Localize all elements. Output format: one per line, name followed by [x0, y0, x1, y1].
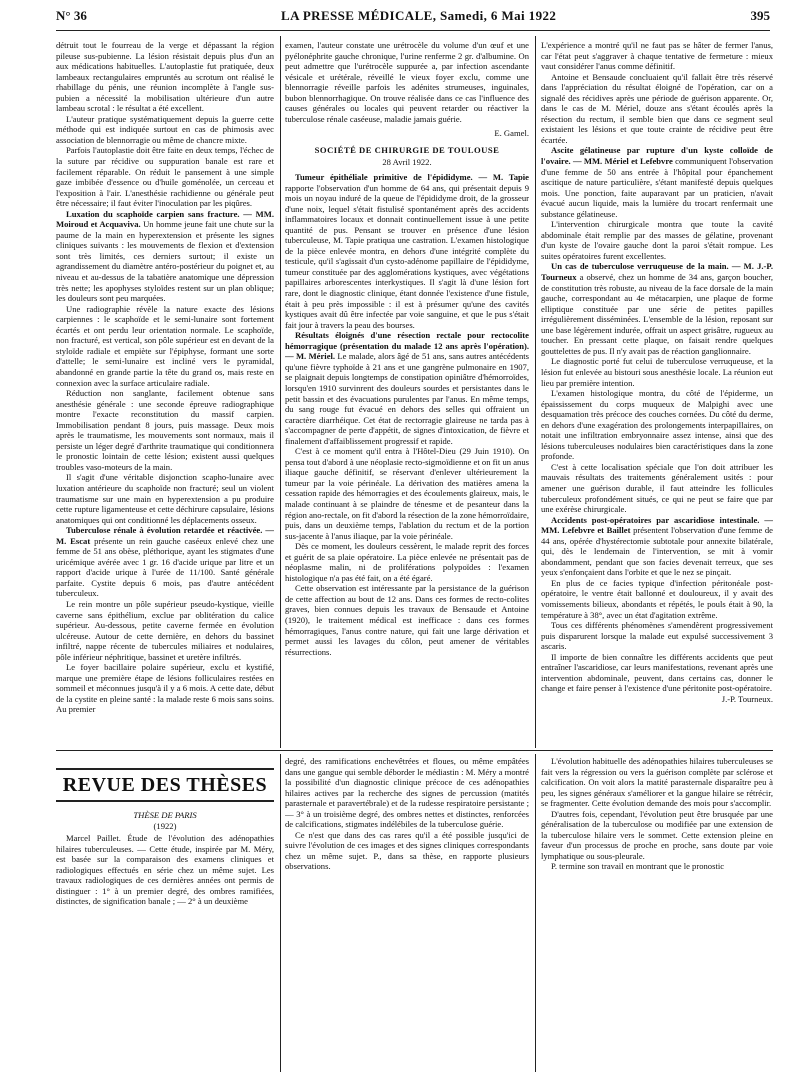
- paragraph: détruit tout le fourreau de la verge et dépassant la région pileuse sus-pubienne. La lésion résistait depuis plus d'un an aux médications habituelles. L'autoplastie fut pratiquée, deux lambeaux rectangulaires empruntés au scrotum ont réalisé le rhabillage du pénis, une réunion incomplète à l'angle sus-pubien a nécessité la mobilisation ultérieure d'un autre lambeau scrotal : le résultat a été excellent.: [56, 40, 274, 114]
- paragraph: P. termine son travail en montrant que le pronostic: [551, 861, 725, 872]
- column-5: [285, 756, 529, 1072]
- column-divider: [280, 754, 281, 1072]
- article: [541, 145, 773, 219]
- thesis-subtitle: THÈSE DE PARIS: [133, 810, 197, 820]
- section-title: REVUE DES THÈSES: [56, 768, 274, 802]
- paragraph: Le foyer bacillaire polaire supérieur, exclu et kystifié, marque une première étape de lésions folliculaires restées en sommeil et méconnues jusqu'à il y a 6 mois. A cette date, début de la cystite en pleine santé : la malade reste 6 mois sans soins. Au premier: [56, 662, 274, 715]
- paragraph: C'est à cette localisation spéciale que l'on doit attribuer les mauvais résultats des traitements généralement usités : pour amener une guérison durable, il faut atteindre les follicules tuberculeux profondément situés, ce qui ne peut se faire que par une exérèse chirurgicale.: [541, 461, 773, 515]
- article-heading: Accidents post-opératoires par ascaridiose intestinale. — MM. Lefebvre et Baillet: [541, 514, 773, 536]
- column-1: [56, 40, 274, 744]
- society-title: SOCIÉTÉ DE CHIRURGIE DE TOULOUSE: [314, 144, 500, 155]
- article-heading: Tumeur épithéliale primitive de l'épididyme. — M. Tapie: [295, 172, 529, 183]
- article-text: Le malade, alors âgé de 51 ans, sans autres antécédents qu'une fièvre typhoïde à 21 ans et une gangrène pulmonaire en 1907, se plaignait depuis longtemps de constipation opiniâtre d'hémorroïdes, lorsqu'en 1910 survinrent des douleurs sourdes et persistantes dans le petit bassin et des évacuations purulentes par l'anus. En même temps, du sang rouge fut évacué en dehors des selles qui offraient un caractère diarrhéique. Cet état de rectorragie glaireuse ne tarda pas à s'accompagner de perte d'appétit, de signes d'intoxication, de fièvre et finalement d'affaiblissement progressif et rapide.: [285, 351, 529, 446]
- paragraph: L'expérience a montré qu'il ne faut pas se hâter de fermer l'anus, car l'état peut s'aggraver à chaque tentative de fermeture : mieux vaut considérer l'anus comme définitif.: [541, 40, 773, 72]
- article-text: a observé, chez un homme de 34 ans, garçon boucher, de constitution très robuste, au niveau de la face dorsale de la main gauche, correspondant au 4e métacarpien, une plaque de forme elliptique constituée par une série de petites papilles irrégulièrement disséminées. L'ensemble de la lésion, reposant sur une base légèrement indurée, offrait un aspect grisâtre, rugueux au toucher. En pressant cette plaque, on faisait rendre quelques gouttelettes de pus. Il n'y avait pas de réaction ganglionnaire.: [541, 272, 773, 356]
- paragraph: C'est à ce moment qu'il entra à l'Hôtel-Dieu (29 Juin 1910). On pensa tout d'abord à une néoplasie recto-sigmoïdienne et on fit un anus iliaque gauche définitif, se réservant d'enlever ultérieurement la tumeur par la voie périnéale. La dérivation des matières amena la cessation rapide des hémorragies et des écoulements glaireux, mais, le malade continuant à se plaindre de ténesme et de pesanteur dans la région ano-rectale, on fit d'abord la résection de la zone hémorroïdaire, puis, dans un deuxième temps, l'ablation du rectum et de la portion sus-jacente à l'anus iliaque, par la voie périnéale.: [285, 446, 529, 541]
- paragraph: Le rein montre un pôle supérieur pseudo-kystique, vieille caverne sans épithélium, exclue par oblitération du calice supérieur. Au-dessous, petite caverne fermée en évolution ulcéreuse. Autour de cette dernière, en dehors du bassinet infiltré, nappe récente de tubercules miliaires et nodulaires, pôle inférieur néphritique, bassinet et uretère infiltrés.: [56, 598, 274, 662]
- paragraph: L'évolution habituelle des adénopathies hilaires tuberculeuses se fait vers la régression ou vers la guérison complète par sclérose et calcification. On voit alors la matité parasternale disparaître peu à peu, les signes généraux s'améliorer et la gangue hilaire se rétrécir, se fragmenter. Cette évolution demande des mois pour s'accomplir.: [541, 756, 773, 809]
- column-3: [541, 40, 773, 744]
- paragraph: L'intervention chirurgicale montra que toute la cavité abdominale était remplie par des masses de gélatine, provenant d'un kyste de l'ovaire gauche dont la paroi s'était rompue. Les suites opératoires furent excellentes.: [541, 219, 773, 261]
- paragraph: Tous ces différents phénomènes s'amendèrent progressivement puis disparurent lorsque la malade eut expulsé successivement 3 ascaris.: [541, 620, 773, 652]
- article: [56, 209, 274, 304]
- paragraph: Il importe de bien connaître les différents accidents que peut entraîner l'ascaridiose, car leurs manifestations, revenant après une intervention abdominale, peuvent, dans certains cas, donner le change et faire penser à l'existence d'une péritonite post-opératoire.: [541, 651, 773, 694]
- article-text: rapporte l'observation d'un homme de 64 ans, qui présentait depuis 9 mois un noyau induré de la queue de l'épididyme droit, de la grosseur d'une noix, lequel s'était fistulisé spontanément après des accidents inflammatoires locaux et donnait continuellement issue à une petite quantité de pus. Pensant se trouver en présence d'une lésion tuberculeuse, M. Tapie pratiqua une castration. L'examen histologique de la pièce enlevée montra, en dehors d'une intégrité complète du testicule, qu'il s'agissait d'un cysto-adénome papillaire de l'épididyme, tumeur constituée par des agglomérations kystiques, avec végétations papillaires arborescentes interkystiques. Il s'agit là d'une lésion fort rare, dont le diagnostic clinique, étant donnée l'existence d'une fistule, était à peu près impossible : il est à présumer qu'une des cavités kystiques avait dû être infectée par voie sanguine, et que le pus s'était fait jour à travers la peau des bourses.: [285, 182, 529, 330]
- paragraph: L'auteur pratique systématiquement depuis la guerre cette méthode qui est indiquée surtout en cas de phimosis avec association de blennorragie ou même de chancre mixte.: [56, 113, 274, 145]
- page-header: [56, 8, 770, 31]
- article-text: communiquent l'observation d'une femme de 50 ans entrée à l'hôpital pour épanchement ascitique de nature particulière, s'étant manifesté depuis quelques mois. Une ponction, faite auparavant par un praticien, n'avait évacué aucun liquide, mais la lumière du trocart renfermait une substance gélatineuse.: [541, 156, 773, 219]
- article: [541, 261, 773, 356]
- paragraph: En plus de ce facies typique d'infection péritonéale post-opératoire, le ventre était ballonné et douloureux, il y avait des vomissements bilieux, abondants et répétés, le pouls était à 90, la température à 38°, avec un état d'agitation extrême.: [541, 577, 773, 620]
- article-heading: Tuberculose rénale à évolution retardée et réactivée. — M. Escat: [56, 525, 274, 546]
- column-divider: [535, 36, 536, 748]
- paragraph: Cette observation est intéressante par la persistance de la guérison de cette affection au bout de 12 ans. Dans ces formes de recto-colites graves, bien connues depuis les travaux de Bensaude et Antoine (1920), le traitement médical est inefficace : dans ces formes hémorragiques, l'anus contre nature, qui fait une large dérivation et permet aussi les lavages du côlon, peut amener de véritables résurrections.: [285, 583, 529, 657]
- paragraph: degré, des ramifications enchevêtrées et floues, ou même empâtées dans une gangue qui semble déborder le médiastin : M. Méry a montré la possibilité d'un diagnostic clinique précoce de ces adénopathies hilaires actives par la recherche des signes de percussion (matités parasternale et paravertébrale) et de la rudesse respiratoire persistante ; — 3° à un troisième degré, des ombres nettes et distinctes, renforcées de calcifications, stigmates indélébiles de la tuberculose guérie.: [285, 756, 529, 830]
- article: [285, 172, 529, 330]
- paragraph: Réduction non sanglante, facilement obtenue sans anesthésie générale : une seconde épreuve radiographique montre l'exacte reconstitution du massif carpien. Immobilisation pendant 8 jours, puis massage. Deux mois après le traumatisme, les mouvements sont normaux, mais il persiste un léger degré d'arthrite traumatique qui conditionnera le pronostic lointain de cette lésion; existent aussi quelques troubles vaso-moteurs de la main.: [56, 388, 274, 472]
- paragraph: Marcel Paillet. Étude de l'évolution des adénopathies hilaires tuberculeuses. — Cette étude, inspirée par M. Méry, est basée sur la comparaison des examens cliniques et radiologiques effectués en série chez un même sujet. Les travaux radiologiques de ces dernières années ont permis de distinguer : 1° à un premier degré, des ombres ramifiées, distinctes, de signification banale ; — 2° à un deuxième: [56, 833, 274, 907]
- paragraph: Antoine et Bensaude concluaient qu'il fallait être très réservé dans l'appréciation du résultat éloigné de l'opération, car on a signalé des récidives après une période de guérison apparente. Or, dans le cas de M. Mériel, douze ans s'étant écoulés après la résection du rectum, il semble bien que dans ce segment seul existaient les lésions et que toute crainte de récidive peut être écartée.: [541, 71, 773, 145]
- paragraph: D'autres fois, cependant, l'évolution peut être brusquée par une généralisation de la tuberculose ou modifiée par une extension de la tuberculose hilaire vers le sommet. Cette extension pleine en faveur d'un processus de proche en proche, sans doute par voie lymphatique ou sous-pleurale.: [541, 808, 773, 861]
- article: [541, 515, 773, 578]
- column-2: [285, 40, 529, 744]
- page-number: 395: [750, 8, 770, 23]
- paragraph: examen, l'auteur constate une urétrocèle du volume d'un œuf et une pyélonéphrite gauche chronique, l'urine renferme 2 gr. d'albumine. On peut admettre que l'urétrocèle suppurée a, par infection ascendante vésicale et urétérale, réveillé le vieux foyer exclu, comme une blennorragie réveille parfois les adénites strumeuses, inguinales, bubon blennorrhagique. On trouve réalisée dans ce cas l'influence des causes générales ou locales qui peuvent retarder ou réactiver la tuberculose rénale caséeuse, maladie jamais guérie.: [285, 40, 529, 124]
- article-text: présente un rein gauche caséeux enlevé chez une femme de 51 ans obèse, pléthorique, ayant les stigmates d'une uricémique avérée avec 1 gr. 16 d'acide urique par litre et un rapport d'acide urique à l'urée de 11/100. Santé générale parfaite. Cystite depuis 6 mois, pas d'autre antécédent tuberculeux.: [56, 535, 274, 599]
- paragraph: Ce n'est que dans des cas rares qu'il a été possible jusqu'ici de suivre l'évolution de ces images et des signes cliniques correspondants chez un même sujet. P., dans sa thèse, en rapporte plusieurs observations.: [285, 829, 529, 872]
- paragraph: Dès ce moment, les douleurs cessèrent, le malade reprit des forces et guérit de sa plaie opératoire. La pièce enlevée ne présentait pas de néoplasme malin, ni de proliférations polypoïdes : l'examen histologique n'a pas été fait, on a été égaré.: [285, 541, 529, 583]
- signature: E. Gamel.: [494, 128, 529, 139]
- article: [285, 330, 529, 446]
- article-heading: Luxation du scaphoïde carpien sans fracture. — MM. Moiroud et Acquaviva.: [56, 208, 274, 230]
- paragraph: L'examen histologique montra, du côté de l'épiderme, un épaississement du corps muqueux de Malpighi avec une desquamation très précoce des couches cornées. Du côté du derme, en dehors d'une exagération des prolongements interpapillaires, on notait une infiltration embryonnaire assez intense, ainsi que des lésions tuberculeuses nodulaires bien caractéristiques dans la zone profonde.: [541, 388, 773, 462]
- section-divider: [56, 750, 773, 751]
- signature: J.-P. Tourneux.: [721, 693, 773, 704]
- society-date: 28 Avril 1922.: [382, 157, 432, 168]
- issue-number: N° 36: [56, 8, 87, 23]
- paragraph: Il s'agit d'une véritable disjonction scapho-lunaire avec luxation antérieure du scaphoïde non fracturé; seul un violent traumatisme sur une main en hyperextension a pu produire cette rupture ligamenteuse et cette déchirure capsulaire, lésions anatomiques qui ont conditionné les déplacements osseux.: [56, 472, 274, 525]
- article-text: Un homme jeune fait une chute sur la paume de la main en hyperextension et présente les signes cliniques suivants : les mouvements de flexion et d'extension sont très limités, ces derniers surtout; il existe un agrandissement du diamètre antéro-postérieur du poignet et, au niveau et au-dessus de la tabatière anatomique une dépression très nette; les apophyses styloïdes restent sur un plan oblique; les douleurs sont peu marquées.: [56, 219, 274, 304]
- article-heading: Ascite gélatineuse par rupture d'un kyste colloïde de l'ovaire. — MM. Mériel et Lefebvre: [541, 145, 773, 167]
- thesis-year: (1922): [153, 820, 177, 831]
- column-divider: [280, 36, 281, 748]
- paragraph: Une radiographie révèle la nature exacte des lésions carpiennes : le scaphoïde et le semi-lunaire sont fortement écartés et ont perdu leur orientation normale. Le scaphoïde, non fracturé, est vertical, son pôle supérieur est en devant de la styloïde radiale et empiète sur l'épiphyse, formant une sorte d'attelle; le semi-lunaire est incliné vers le pyramidal, abandonné en grande partie la tête du grand os, mais reste en connexion avec la surface articulaire radiale.: [56, 303, 274, 388]
- article-heading: Résultats éloignés d'une résection rectale pour rectocolite hémorragique (présentation du malade 12 ans après l'opération). — M. Mériel.: [285, 330, 529, 362]
- column-6: [541, 756, 773, 1072]
- paragraph: Le diagnostic porté fut celui de tuberculose verruqueuse, et la lésion fut enlevée au bistouri sous anesthésie locale. La réunion eut lieu par première intention.: [541, 356, 773, 388]
- article-text: présentent l'observation d'une femme de 44 ans, opérée d'hystérectomie subtotale pour annexite bilatérale, qui, dès le lendemain de l'intervention, se mit à vomir abondamment, pendant que son facies devenait terreux, que ses yeux s'enfonçaient dans l'orbite et que le nez se pinçait.: [541, 525, 773, 578]
- column-divider: [535, 754, 536, 1072]
- paragraph: Parfois l'autoplastie doit être faite en deux temps, l'échec de la suture par récidive ou suppuration banale est rare et facilement réparable. On réduit le pansement à une simple gaze imbibée d'essence ou d'huile goménolée, un cerceau et l'exposition à l'air. L'anesthésie rachidienne ou générale peut être nécessaire; il faut éviter l'inoculation par les piqûres.: [56, 145, 274, 209]
- article-heading: Un cas de tuberculose verruqueuse de la main. — M. J.-P. Tourneux: [541, 261, 773, 283]
- column-4: [56, 810, 274, 1072]
- article: [56, 525, 274, 599]
- journal-title: LA PRESSE MÉDICALE, Samedi, 6 Mai 1922: [281, 8, 557, 23]
